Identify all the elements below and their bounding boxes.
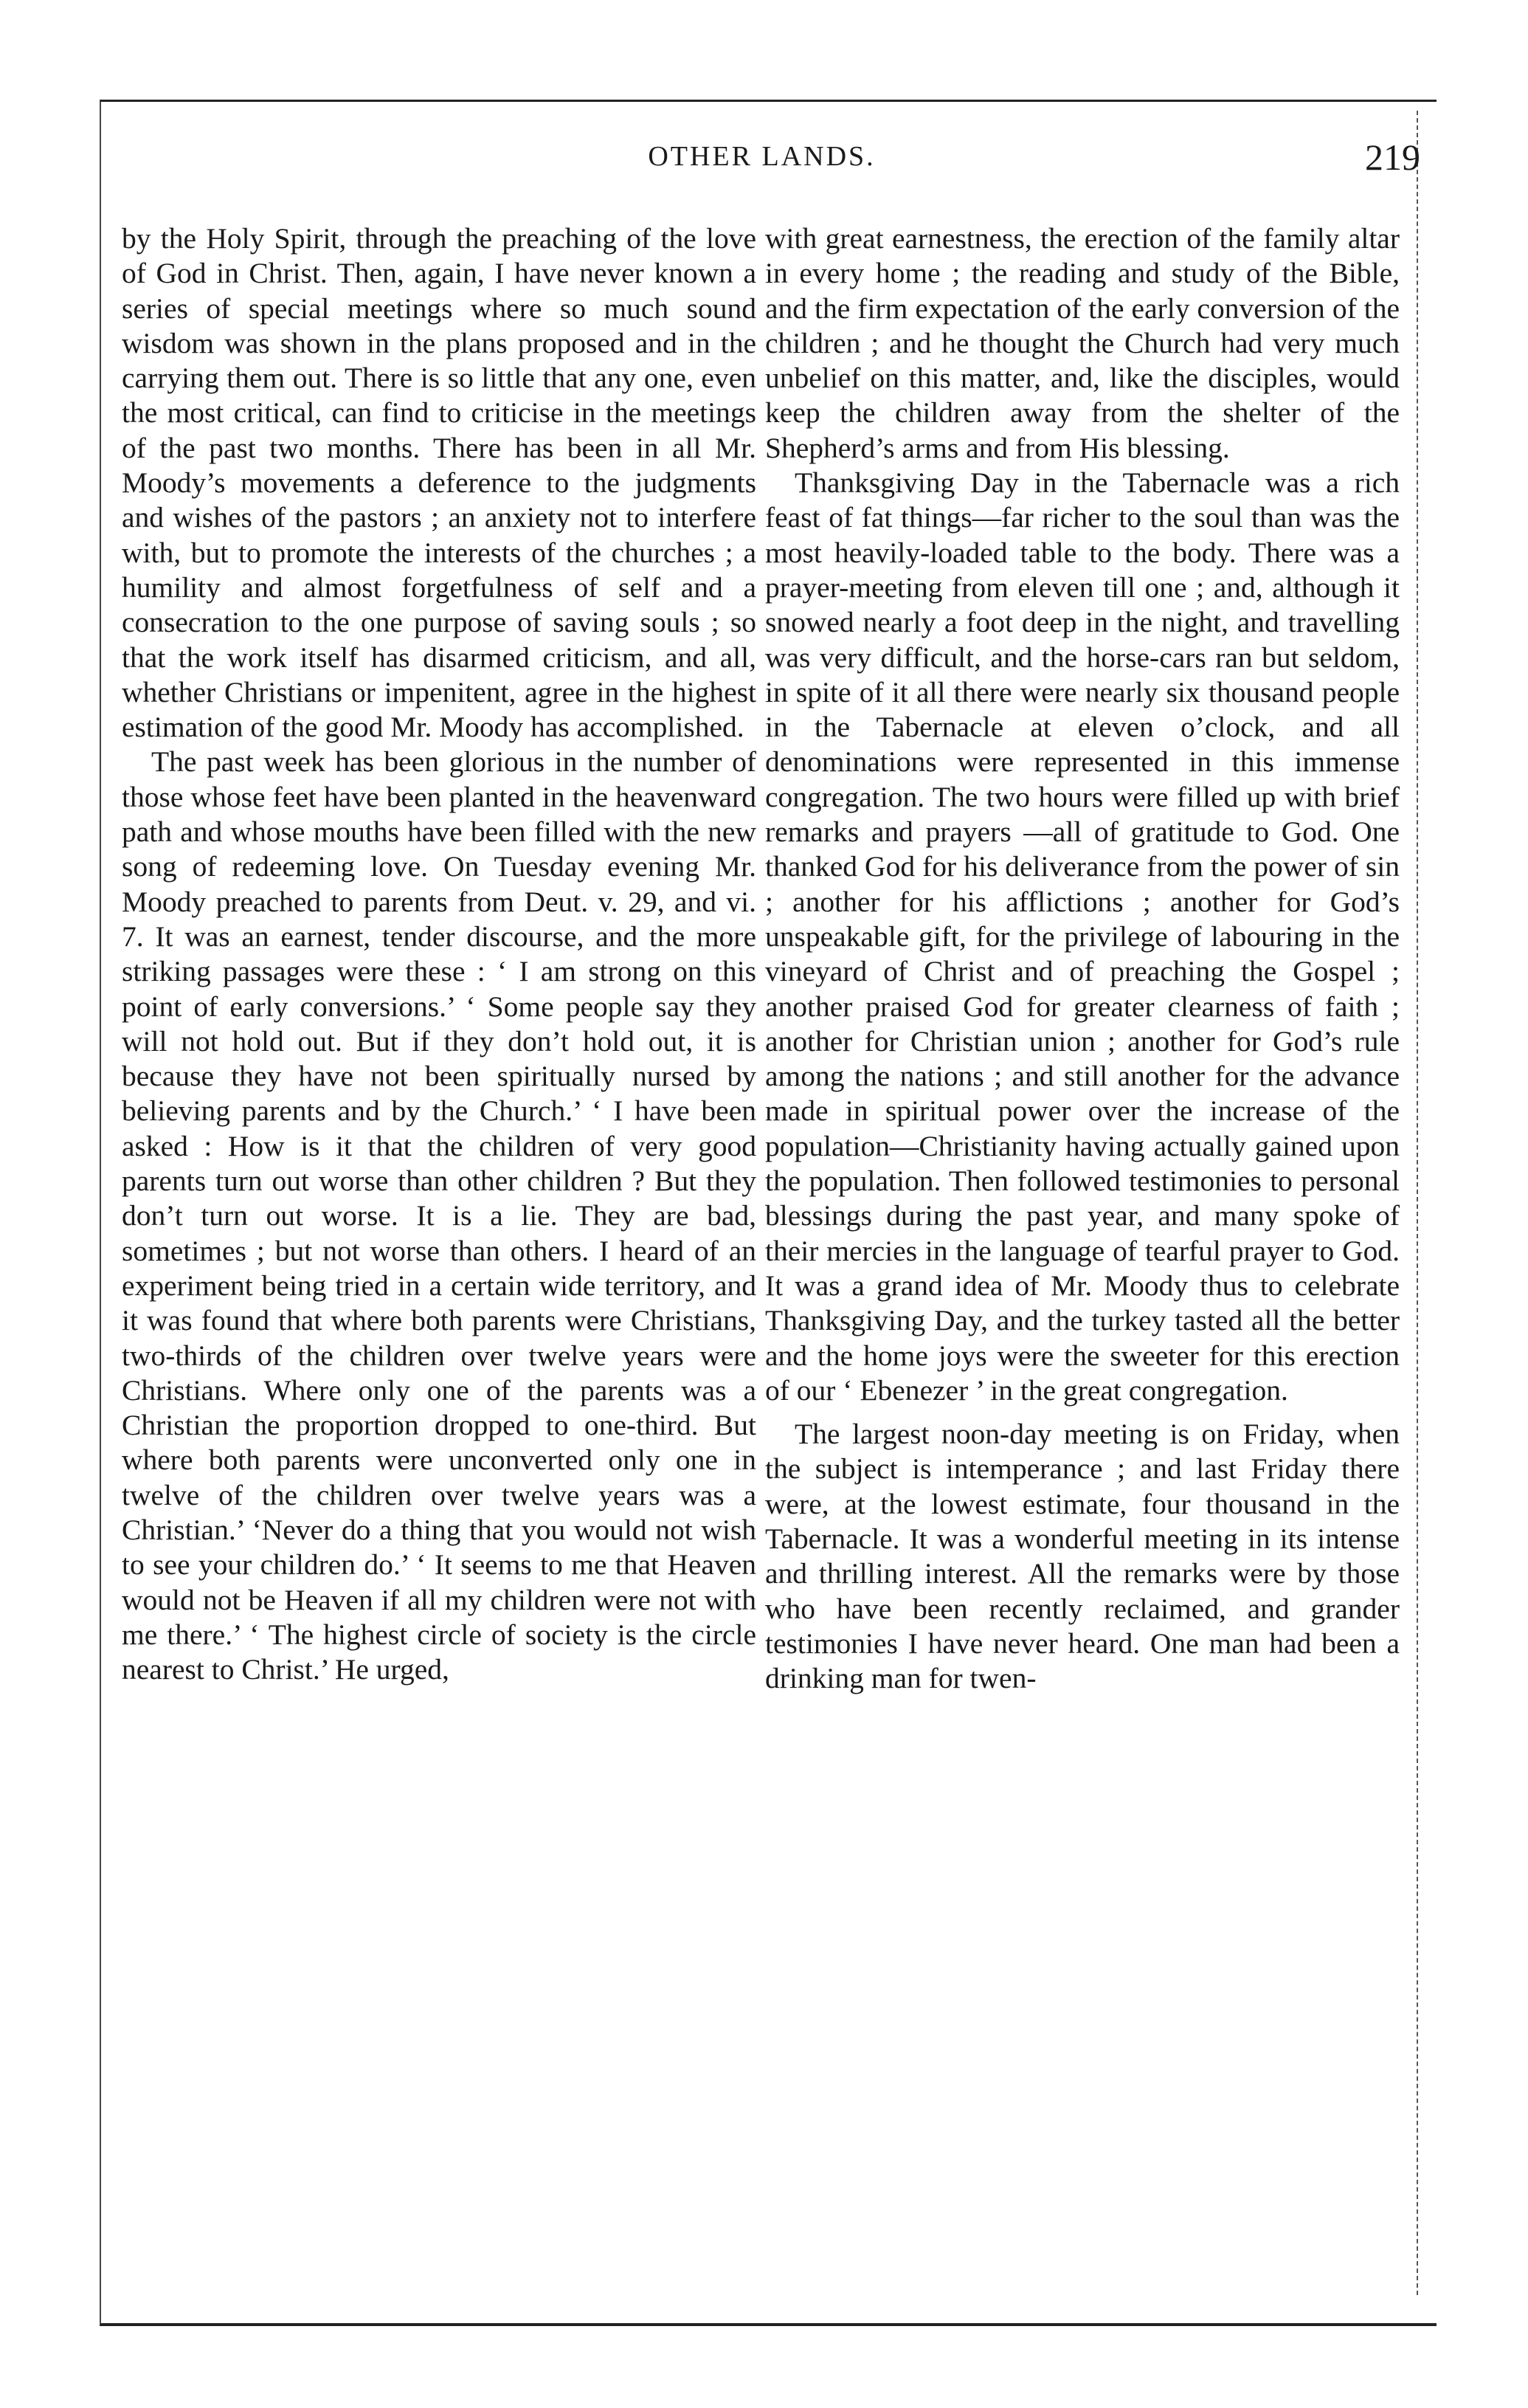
- paragraph: with great earnestness, the erection of the family altar in every home ; the reading and study of the Bible, and the firm expectation of the early conversion of the children ; and he thought the Church had very much unbelief on this matter, and, like the disciples, would keep the children away from the shelter of the Shepherd’s arms and from His blessing.: [765, 222, 1400, 464]
- paragraph: The largest noon-day meeting is on Friday, when the subject is intemperance ; and last Friday there were, at the lowest estimate, four thousand in the Tabernacle. It was a wonderful meeting in its intense and thrilling interest. All the remarks were by those who have been recently reclaimed, and grander testimonies I have never heard. One man had been a drinking man for twen-: [765, 1418, 1400, 1695]
- running-header: [103, 137, 1420, 184]
- paragraph: The past week has been glorious in the number of those whose feet have been planted in the heavenward path and whose mouths have been filled with the new song of redeeming love. On Tuesday evening Mr. Moody preached to parents from Deut. v. 29, and vi. 7. It was an earnest, tender discourse, and the more striking passages were these : ‘ I am strong on this point of early conversions.’ ‘ Some people say they will not hold out. But if they don’t hold out, it is because they have not been spiritually nursed by believing parents and by the Church.’ ‘ I have been asked : How is it that the children of very good parents turn out worse than other children ? But they don’t turn out worse. It is a lie. They are bad, sometimes ; but not worse than others. I heard of an experiment being tried in a certain wide territory, and it was found that where both parents were Christians, two-thirds of the children over twelve years were Christians. Where only one of the parents was a Christian the proportion dropped to one-third. But where both parents were unconverted only one in twelve of the children over twelve years was a Christian.’ ‘Never do a thing that you would not wish to see your children do.’ ‘ It seems to me that Heaven would not be Heaven if all my children were not with me there.’ ‘ The highest circle of society is the circle nearest to Christ.’ He urged,: [122, 745, 756, 1686]
- page-number: 219: [1365, 137, 1420, 178]
- right-margin-rule: [1417, 111, 1418, 2295]
- left-column: [122, 221, 756, 1687]
- paragraph: Thanksgiving Day in the Tabernacle was a rich feast of fat things—far richer to the soul than was the most heavily-loaded table to the body. There was a prayer-meeting from eleven till one ; and, although it snowed nearly a foot deep in the night, and travelling was very difficult, and the horse-cars ran but seldom, in spite of it all there were nearly six thousand people in the Tabernacle at eleven o’clock, and all denominations were represented in this immense congregation. The two hours were filled up with brief remarks and prayers —all of gratitude to God. One thanked God for his deliverance from the power of sin ; another for his afflictions ; another for God’s unspeakable gift, for the privilege of labouring in the vineyard of Christ and of preaching the Gospel ; another praised God for greater clearness of faith ; another for Christian union ; another for God’s rule among the nations ; and still another for the advance made in spiritual power over the increase of the population—Christianity having actually gained upon the population. Then followed testimonies to personal blessings during the past year, and many spoke of their mercies in the language of tearful prayer to God. It was a grand idea of Mr. Moody thus to celebrate Thanksgiving Day, and the turkey tasted all the better and the home joys were the sweeter for this erection of our ‘ Ebenezer ’ in the great congregation.: [765, 466, 1400, 1407]
- paragraph: by the Holy Spirit, through the preaching of the love of God in Christ. Then, again, I have never known a series of special meetings where so much sound wisdom was shown in the plans proposed and in the carrying them out. There is so little that any one, even the most critical, can find to criticise in the meetings of the past two months. There has been in all Mr. Moody’s movements a deference to the judgments and wishes of the pastors ; an anxiety not to interfere with, but to promote the interests of the churches ; a humility and almost forgetfulness of self and a consecration to the one purpose of saving souls ; so that the work itself has disarmed criticism, and all, whether Christians or impenitent, agree in the highest estimation of the good Mr. Moody has accomplished.: [122, 222, 756, 744]
- running-title: OTHER LANDS.: [648, 141, 876, 172]
- right-column: [765, 221, 1400, 1696]
